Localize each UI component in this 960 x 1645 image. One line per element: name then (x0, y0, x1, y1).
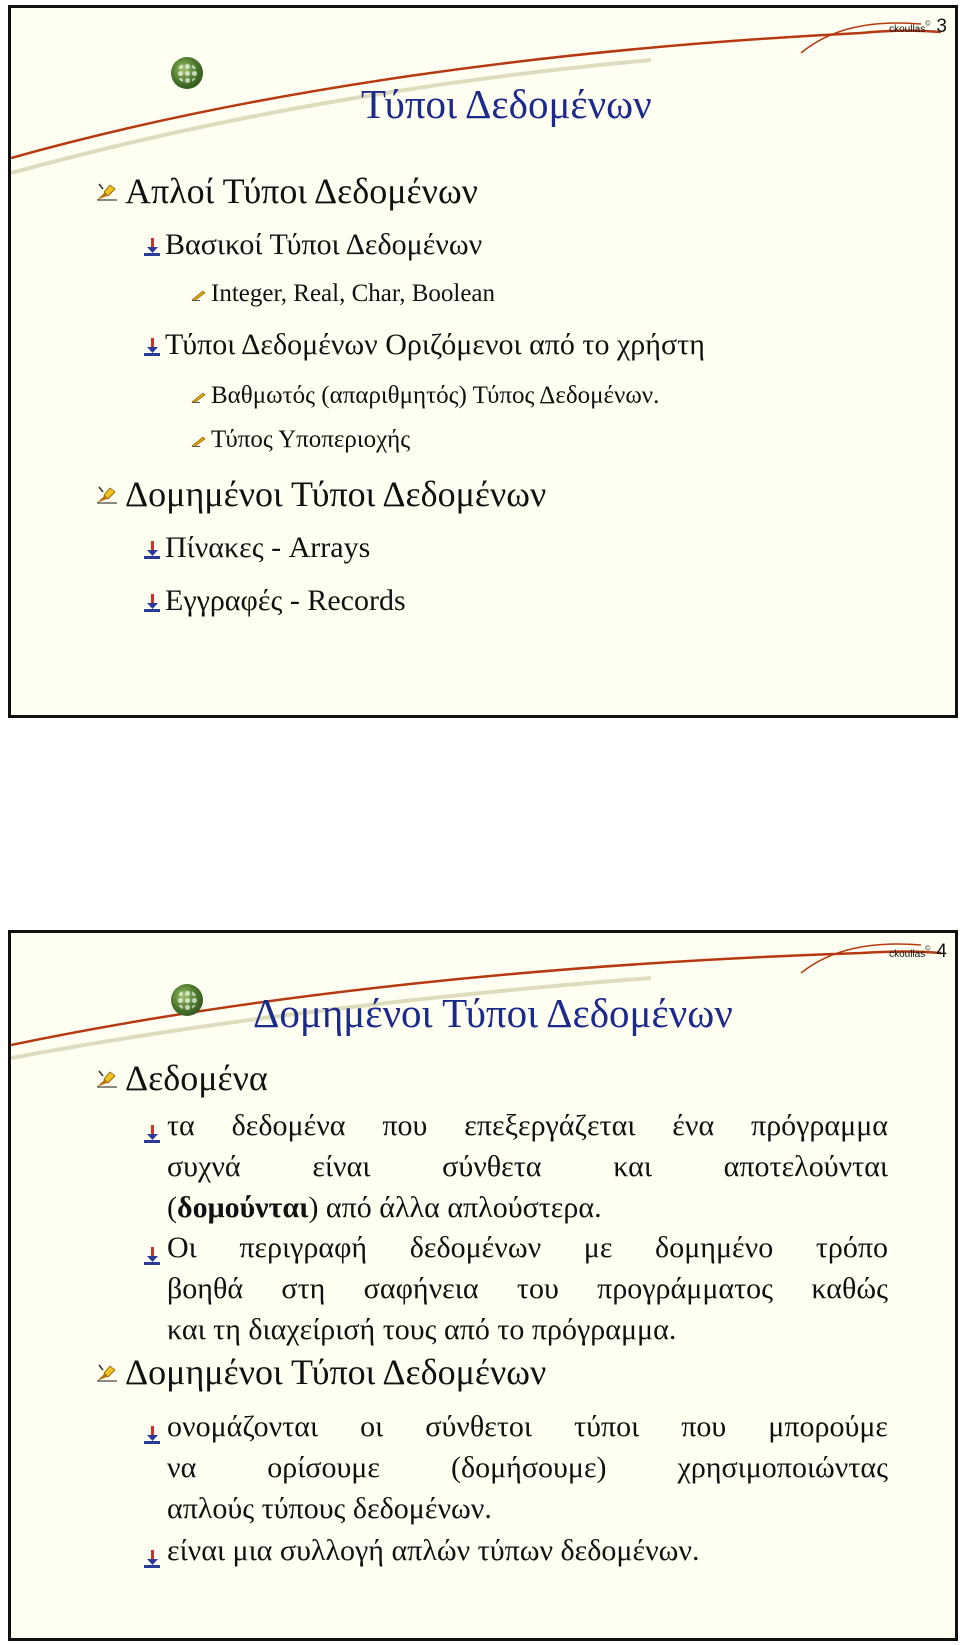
paren-open: ( (167, 1191, 177, 1224)
small-arrow-bullet-icon (191, 391, 207, 403)
arrow-bullet-icon (143, 1246, 161, 1266)
bullet-text: Δομημένοι Τύποι Δεδομένων (125, 1352, 547, 1392)
pen-nib-bullet-icon (95, 1361, 119, 1383)
bullet-text: Εγγραφές - Records (165, 584, 406, 617)
arrow-bullet-icon (143, 1425, 161, 1445)
paragraph-line: Οι περιγραφή δεδομένων με δομημένο τρόπο (167, 1231, 888, 1264)
small-arrow-bullet-icon (191, 289, 207, 301)
page-number: 3 (936, 16, 947, 37)
bullet-text: Βασικοί Τύποι Δεδομένων (165, 228, 483, 261)
paragraph-text: ) από άλλα απλούστερα. (308, 1191, 602, 1224)
paragraph-line: τα δεδομένα που επεξεργάζεται ένα πρόγραμμα (167, 1109, 888, 1142)
globe-icon (171, 984, 203, 1016)
pen-nib-bullet-icon (95, 483, 119, 505)
bullet-item (191, 382, 659, 410)
paragraph-line: είναι μια συλλογή απλών τύπων δεδομένων. (167, 1534, 700, 1567)
bullet-item (143, 584, 406, 618)
arrow-bullet-icon (143, 1549, 161, 1569)
arrow-bullet-icon (143, 540, 161, 560)
bullet-text: Πίνακες - Arrays (165, 531, 371, 564)
copyright-sign: © (925, 945, 931, 953)
slide-title: Τύποι Δεδομένων (361, 81, 652, 127)
bullet-text: Απλοί Τύποι Δεδομένων (125, 171, 478, 211)
slide-4 (8, 930, 958, 1641)
bullet-text: Βαθμωτός (απαριθμητός) Τύπος Δεδομένων. (211, 382, 660, 409)
bullet-item (143, 531, 370, 565)
paragraph-line: απλούς τύπους δεδομένων. (167, 1492, 492, 1525)
arrow-bullet-icon (143, 237, 161, 257)
page-number: 4 (936, 941, 947, 962)
paragraph-line: και τη διαχείρισή τους από το πρόγραμμα. (167, 1313, 677, 1346)
paragraph (167, 1227, 888, 1350)
paragraph (167, 1530, 888, 1571)
bullet-item (95, 1057, 268, 1099)
bullet-text: Integer, Real, Char, Boolean (211, 280, 496, 307)
author-name: ckoullas (889, 949, 926, 960)
paragraph (167, 1105, 888, 1228)
bullet-item (95, 170, 478, 212)
copyright-sign: © (925, 20, 931, 28)
pen-nib-bullet-icon (95, 180, 119, 202)
author-name: ckoullas (889, 24, 926, 35)
pen-nib-bullet-icon (95, 1067, 119, 1089)
bullet-text: Δομημένοι Τύποι Δεδομένων (125, 474, 547, 514)
slide-title: Δομημένοι Τύποι Δεδομένων (253, 990, 733, 1036)
small-arrow-bullet-icon (191, 435, 207, 447)
slide-3 (8, 5, 958, 718)
paragraph (167, 1406, 888, 1529)
paragraph-line: ονομάζονται οι σύνθετοι τύποι που μπορούμε (167, 1410, 888, 1443)
slide-footer-author (889, 941, 947, 963)
paragraph-line: συχνά είναι σύνθετα και αποτελούνται (167, 1150, 888, 1183)
bullet-text: Τύπος Υποπεριοχής (211, 426, 411, 453)
bullet-item (95, 1351, 546, 1393)
arrow-bullet-icon (143, 1124, 161, 1144)
paragraph-line: να ορίσουμε (δομήσουμε) χρησιμοποιώντας (167, 1451, 888, 1484)
arrow-bullet-icon (143, 337, 161, 357)
globe-icon (171, 57, 203, 89)
paragraph-line (167, 1187, 888, 1228)
slide-footer-author (889, 16, 947, 38)
bullet-text: Δεδομένα (125, 1058, 268, 1098)
bullet-item (191, 426, 410, 454)
arrow-bullet-icon (143, 593, 161, 613)
bullet-item (143, 328, 705, 362)
bullet-item (143, 228, 482, 262)
bullet-item (95, 473, 546, 515)
bullet-item (191, 280, 495, 308)
bullet-text: Τύποι Δεδομένων Οριζόμενοι από το χρήστη (165, 328, 705, 361)
paragraph-line: βοηθά στη σαφήνεια του προγράμματος καθώς (167, 1272, 888, 1305)
bold-term: δομούνται (177, 1191, 309, 1224)
